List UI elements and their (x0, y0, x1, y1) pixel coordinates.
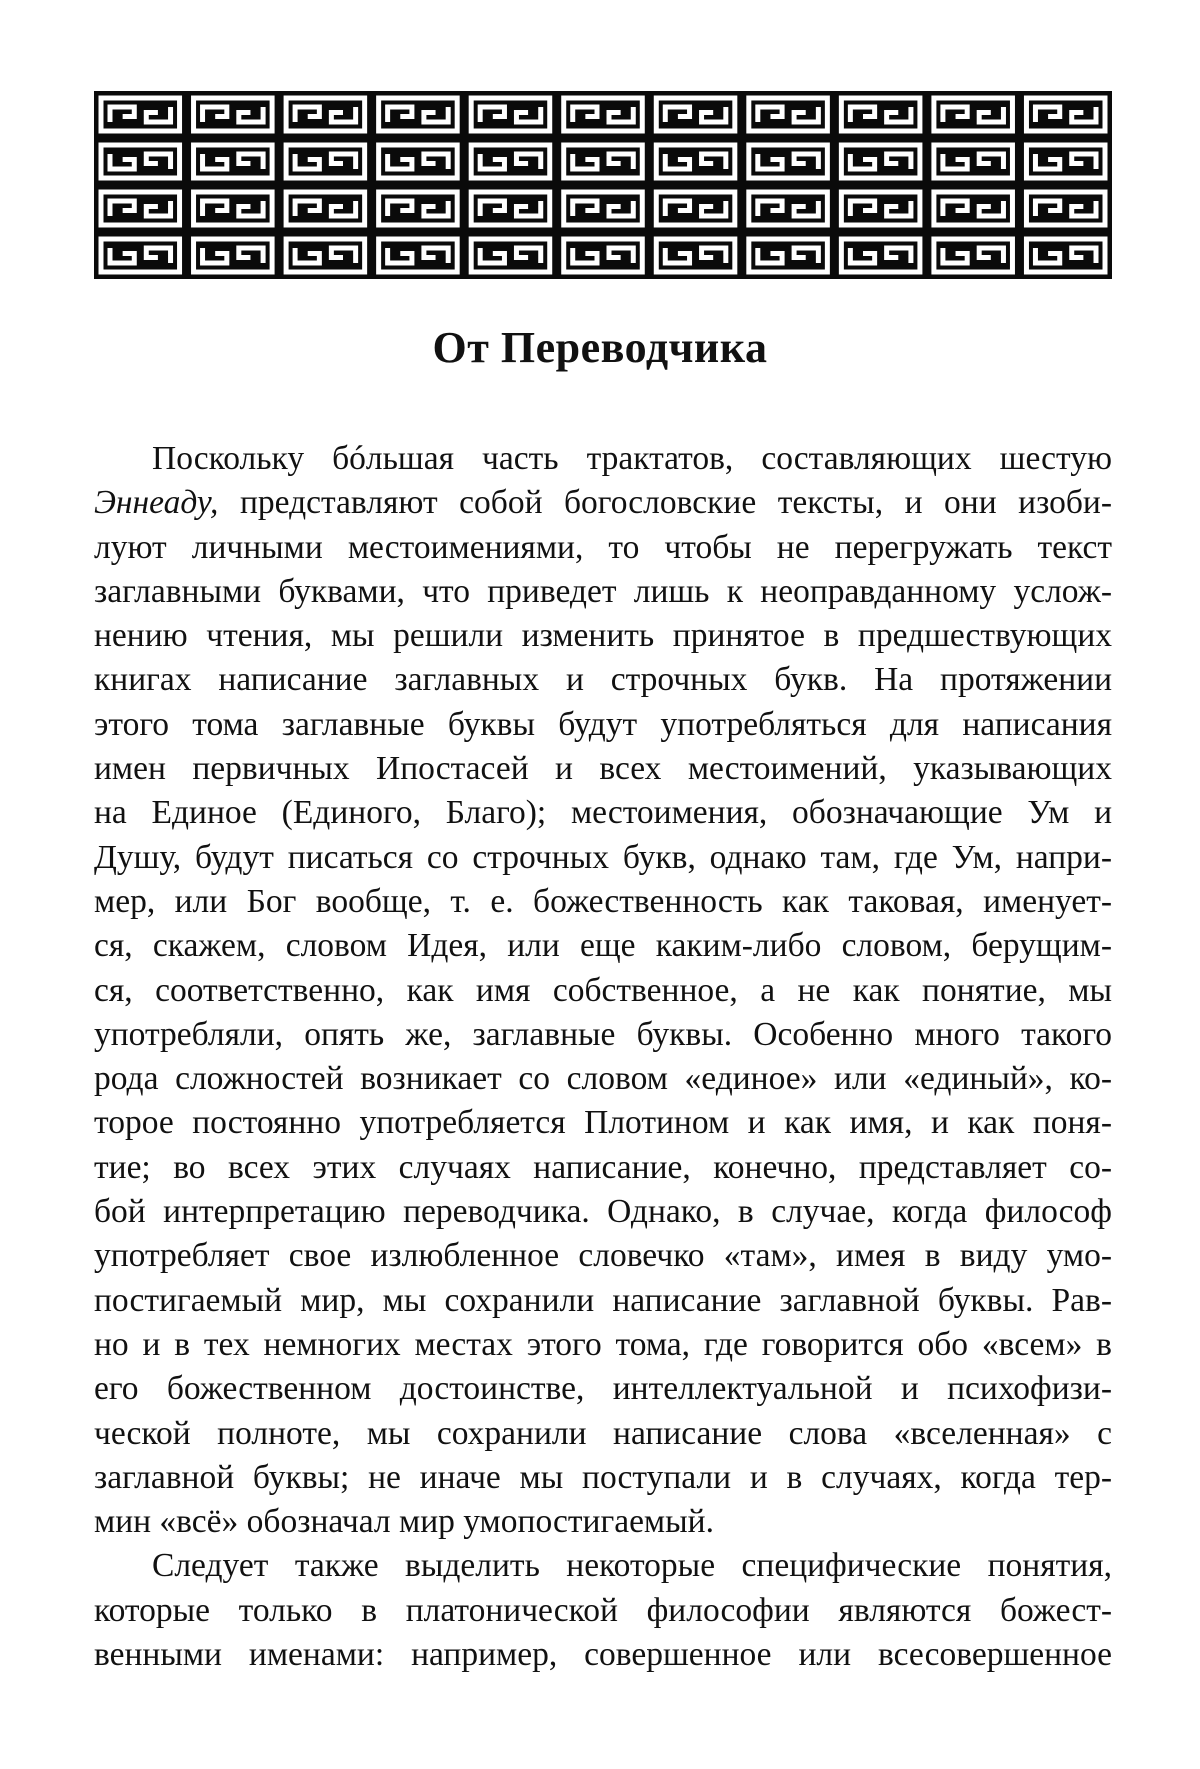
meander-tile (841, 145, 920, 178)
line: его божественном достоинстве, интеллектуальной и психофизи- (94, 1367, 1112, 1411)
meander-tile (379, 98, 458, 131)
line: употребляли, опять же, заглавные буквы. Особенно много такого (94, 1013, 1112, 1057)
body-text (94, 437, 1112, 1677)
meander-tile (749, 98, 828, 131)
paragraph-2 (94, 1544, 1112, 1677)
paragraph-1 (94, 437, 1112, 1544)
line: постигаемый мир, мы сохранили написание заглавной буквы. Рав- (94, 1279, 1112, 1323)
meander-tile (841, 98, 920, 131)
meander-tile (286, 239, 365, 272)
meander-tile (471, 192, 550, 225)
page-title: От Переводчика (0, 322, 1200, 373)
meander-tile (564, 192, 643, 225)
meander-tile (656, 98, 735, 131)
meander-tile (564, 239, 643, 272)
meander-tile (379, 239, 458, 272)
meander-tile (194, 192, 273, 225)
meander-tile (471, 145, 550, 178)
line: Эннеаду, представляют собой богословские тексты, и они изоби- (94, 481, 1112, 525)
line: ся, скажем, словом Идея, или еще каким-либо словом, берущим- (94, 924, 1112, 968)
meander-tile (286, 98, 365, 131)
line: которые только в платонической философии являются божест- (94, 1589, 1112, 1633)
meander-tile (934, 145, 1013, 178)
line: венными именами: например, совершенное или всесовершенное (94, 1633, 1112, 1677)
meander-tile (1026, 192, 1105, 225)
meander-tile (1026, 98, 1105, 131)
meander-tile (194, 98, 273, 131)
line: луют личными местоимениями, то чтобы не перегружать текст (94, 526, 1112, 570)
greek-key-ornament-banner (94, 91, 1112, 279)
line: но и в тех немногих местах этого тома, где говорится обо «всем» в (94, 1323, 1112, 1367)
line: мин «всё» обозначал мир умопостигаемый. (94, 1500, 1112, 1544)
meander-tile (194, 145, 273, 178)
meander-tile (564, 98, 643, 131)
line: мер, или Бог вообще, т. е. божественность как таковая, именует- (94, 880, 1112, 924)
meander-tile (286, 145, 365, 178)
line: заглавной буквы; не иначе мы поступали и в случаях, когда тер- (94, 1456, 1112, 1500)
meander-tile (749, 145, 828, 178)
line: Поскольку бóльшая часть трактатов, составляющих шестую (94, 437, 1112, 481)
meander-tile (379, 145, 458, 178)
meander-tile (934, 239, 1013, 272)
line: тие; во всех этих случаях написание, конечно, представляет со- (94, 1146, 1112, 1190)
meander-tile (471, 239, 550, 272)
meander-tile (564, 145, 643, 178)
meander-tile (749, 192, 828, 225)
line: Душу, будут писаться со строчных букв, однако там, где Ум, напри- (94, 836, 1112, 880)
meander-tile (841, 192, 920, 225)
line: бой интерпретацию переводчика. Однако, в случае, когда философ (94, 1190, 1112, 1234)
line: этого тома заглавные буквы будут употребляться для написания (94, 703, 1112, 747)
line: торое постоянно употребляется Плотином и как имя, и как поня- (94, 1101, 1112, 1145)
meander-tile (286, 192, 365, 225)
meander-tile (194, 239, 273, 272)
meander-tile (656, 192, 735, 225)
meander-tile (379, 192, 458, 225)
meander-pattern-icon (94, 91, 1112, 279)
meander-tile (934, 192, 1013, 225)
line: употребляет свое излюбленное словечко «там», имея в виду умо- (94, 1234, 1112, 1278)
line: книгах написание заглавных и строчных букв. На протяжении (94, 658, 1112, 702)
meander-tile (1026, 239, 1105, 272)
line: Следует также выделить некоторые специфические понятия, (94, 1544, 1112, 1588)
line: заглавными буквами, что приведет лишь к неоправданному услож- (94, 570, 1112, 614)
meander-tile (934, 98, 1013, 131)
line: нению чтения, мы решили изменить принятое в предшествующих (94, 614, 1112, 658)
meander-tile (841, 239, 920, 272)
line: рода сложностей возникает со словом «единое» или «единый», ко- (94, 1057, 1112, 1101)
meander-tile (656, 145, 735, 178)
line: на Единое (Единого, Благо); местоимения, обозначающие Ум и (94, 791, 1112, 835)
meander-tile (1026, 145, 1105, 178)
meander-tile (101, 98, 180, 131)
meander-tile (749, 239, 828, 272)
line: ческой полноте, мы сохранили написание слова «вселенная» с (94, 1412, 1112, 1456)
meander-tile (656, 239, 735, 272)
meander-tile (471, 98, 550, 131)
meander-tile (101, 192, 180, 225)
meander-tile (101, 145, 180, 178)
italic-word: Эннеаду, (94, 484, 218, 521)
line: ся, соответственно, как имя собственное, а не как понятие, мы (94, 969, 1112, 1013)
meander-tile (101, 239, 180, 272)
line: имен первичных Ипостасей и всех местоимений, указывающих (94, 747, 1112, 791)
